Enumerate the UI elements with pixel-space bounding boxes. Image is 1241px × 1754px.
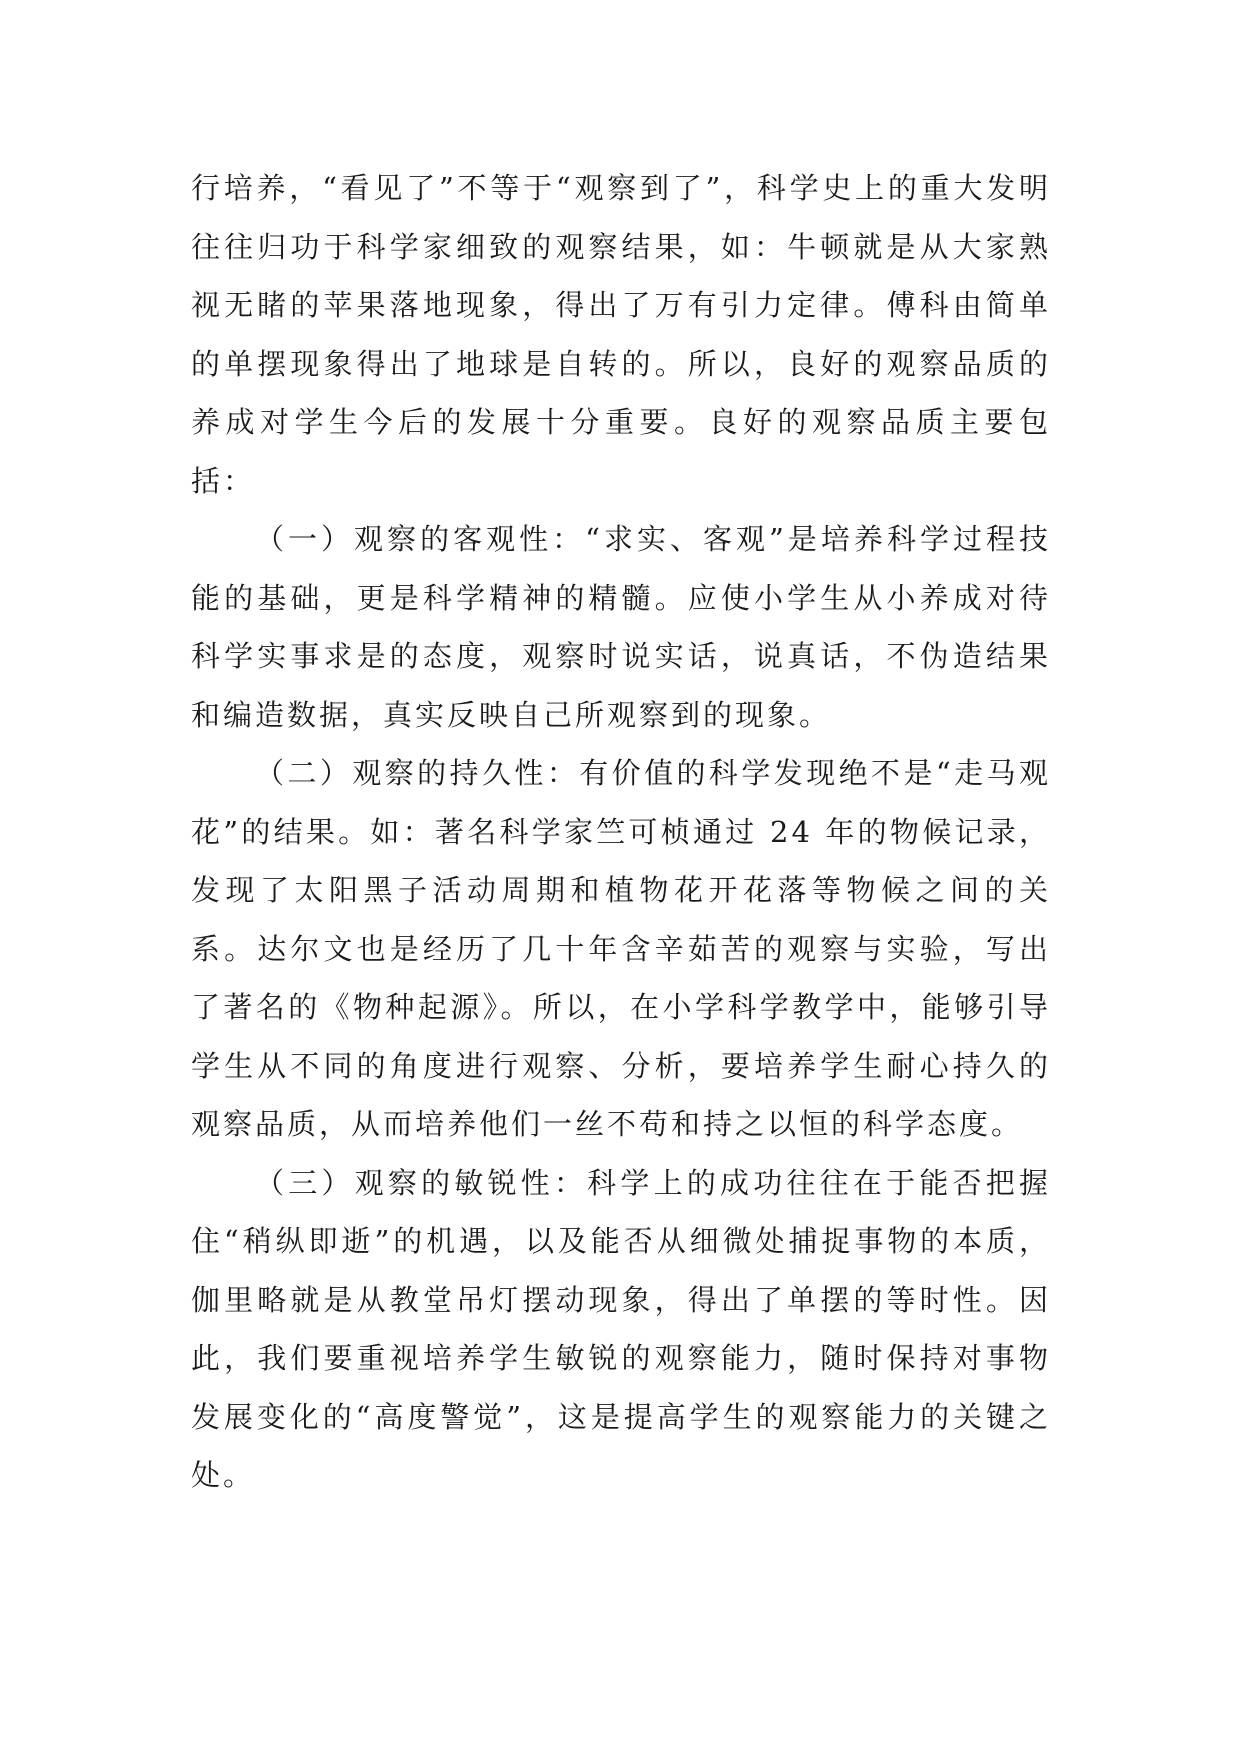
paragraph-persistence: （二）观察的持久性：有价值的科学发现绝不是“走马观花”的结果。如：著名科学家竺可桢通过 24 年的物候记录，发现了太阳黑子活动周期和植物花开花落等物候之间的关系。达尔文也是经历了几十年含辛茹苦的观察与实验，写出了著名的《物种起源》。所以，在小学科学教学中，能够引导学生从不同的角度进行观察、分析，要培养学生耐心持久的观察品质，从而培养他们一丝不苟和持之以恒的科学态度。 xyxy=(191,756,1051,1141)
paragraph-objectivity: （一）观察的客观性：“求实、客观”是培养科学过程技能的基础，更是科学精神的精髓。应使小学生从小养成对待科学实事求是的态度，观察时说实话，说真话，不伪造结果和编造数据，真实反映自己所观察到的现象。 xyxy=(191,522,1051,732)
paragraph-sensitivity: （三）观察的敏锐性：科学上的成功往往在于能否把握住“稍纵即逝”的机遇，以及能否从细微处捕捉事物的本质，伽里略就是从教堂吊灯摆动现象，得出了单摆的等时性。因此，我们要重视培养学生敏锐的观察能力，随时保持对事物发展变化的“高度警觉”，这是提高学生的观察能力的关键之处。 xyxy=(191,1165,1051,1492)
document-body xyxy=(191,159,1051,1505)
paragraph-continuation: 行培养，“看见了”不等于“观察到了”，科学史上的重大发明往往归功于科学家细致的观察结果，如：牛顿就是从大家熟视无睹的苹果落地现象，得出了万有引力定律。傅科由简单的单摆现象得出了地球是自转的。所以，良好的观察品质的养成对学生今后的发展十分重要。良好的观察品质主要包括： xyxy=(191,171,1051,498)
